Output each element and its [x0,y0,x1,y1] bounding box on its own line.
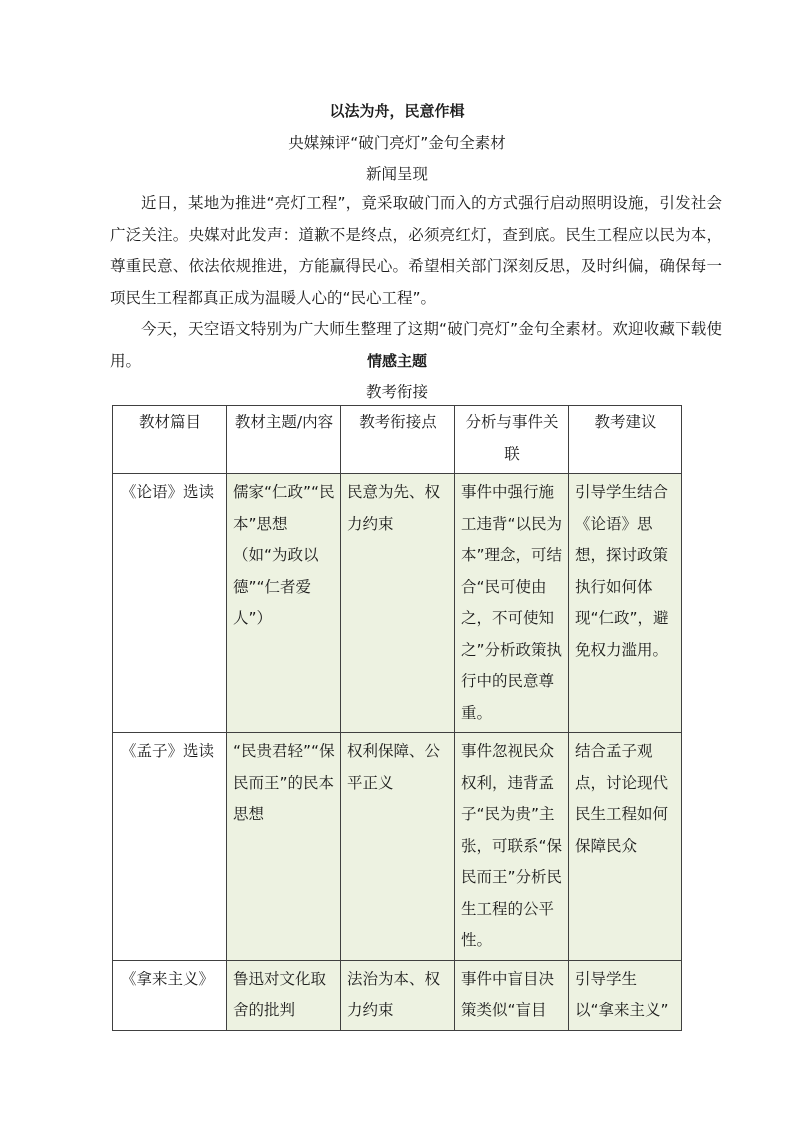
table-row [113,733,682,961]
document-subtitle: 央媒辣评“破门亮灯”金句全素材 [288,134,506,152]
column-header: 教材篇目 [113,406,227,474]
news-paragraph: 近日，某地为推进“亮灯工程”，竟采取破门而入的方式强行启动照明设施，引发社会广泛关注。央媒对此发声：道歉不是终点，必须亮红灯，查到底。民生工程应以民为本，尊重民意、依法依规推进，方能赢得民心。希望相关部门深刻反思，及时纠偏，确保每一项民生工程都真正成为温暖人心的“民心工程”。 [110,194,722,307]
column-header: 教材主题/内容 [227,406,341,474]
column-header: 分析与事件关联 [455,406,569,474]
document-title: 以法为舟，民意作楫 [329,102,465,120]
table-cell: 《拿来主义》 [113,960,227,1030]
table-cell: 儒家“仁政”“民本”思想（如“为政以德”“仁者爱人”） [227,474,341,733]
table-cell: “民贵君轻”“保民而王”的民本思想 [227,733,341,961]
intro-paragraph: 今天，天空语文特别为广大师生整理了这期“破门亮灯”金句全素材。欢迎收藏下载使用。 [110,320,722,370]
table-cell: 事件中盲目决策类似“盲目 [455,960,569,1030]
column-header: 教考建议 [569,406,682,474]
table-header-row [113,406,682,474]
section-heading-news: 新闻呈现 [365,165,428,183]
table-cell: 《孟子》选读 [113,733,227,961]
table-cell: 结合孟子观点，讨论现代民生工程如何保障民众 [569,733,682,961]
column-header: 教考衔接点 [341,406,455,474]
table-row [113,474,682,733]
table-cell: 《论语》选读 [113,474,227,733]
theme-title: 情感主题 [366,352,427,370]
theme-subtitle: 教考衔接 [365,383,428,401]
table-cell: 民意为先、权力约束 [341,474,455,733]
table-cell: 事件忽视民众权利，违背孟子“民为贵”主张，可联系“保民而王”分析民生工程的公平性。 [455,733,569,961]
table-cell: 鲁迅对文化取舍的批判 [227,960,341,1030]
table-row [113,960,682,1030]
table-cell: 法治为本、权力约束 [341,960,455,1030]
table-cell: 引导学生结合《论语》思想，探讨政策执行如何体现“仁政”，避免权力滥用。 [569,474,682,733]
table-cell: 引导学生以“拿来主义” [569,960,682,1030]
table-cell: 事件中强行施工违背“以民为本”理念，可结合“民可使由之，不可使知之”分析政策执行中的民意尊重。 [455,474,569,733]
table-cell: 权利保障、公平正义 [341,733,455,961]
teaching-table [112,405,682,1031]
